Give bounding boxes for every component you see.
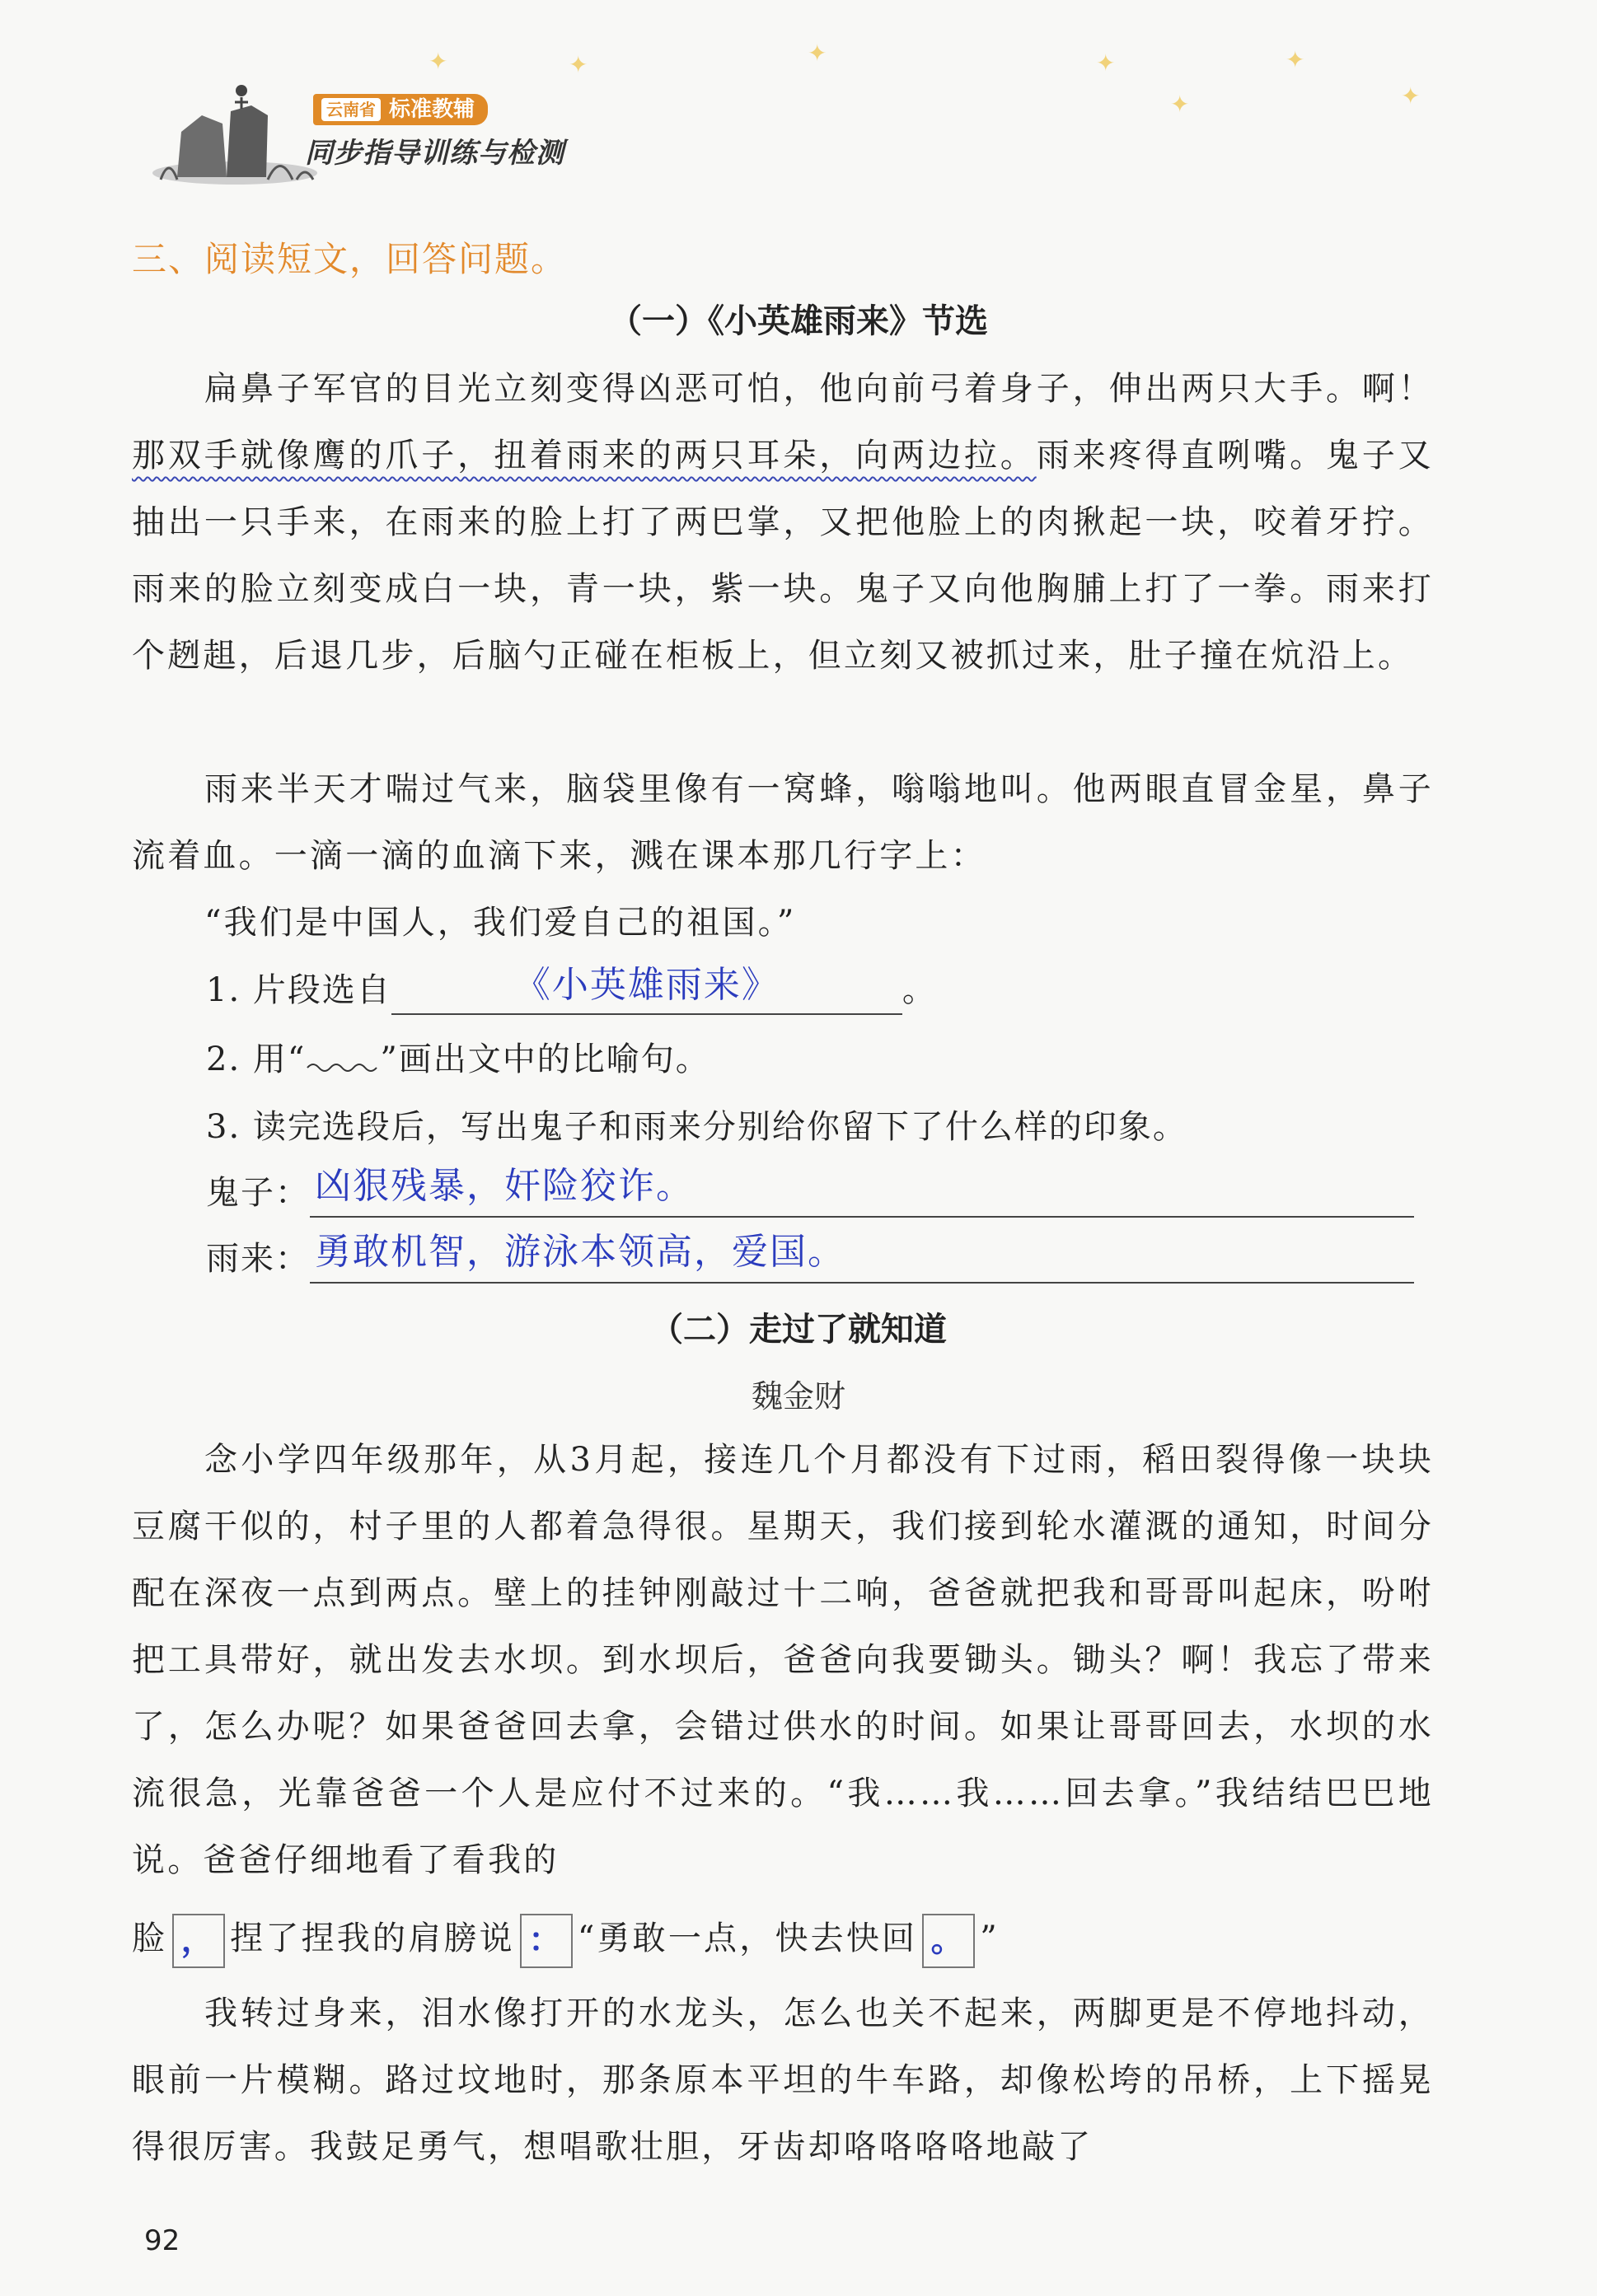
answer-1: 《小英雄雨来》 (513, 964, 780, 1006)
question-3: 3. 读完选段后，写出鬼子和雨来分别给你留下了什么样的印象。 (206, 1108, 1187, 1146)
star-icon: ✦ (569, 51, 588, 78)
star-icon: ✦ (1401, 82, 1421, 110)
star-icon: ✦ (1286, 46, 1305, 73)
passage1-text-b: 雨来疼得直咧嘴。鬼子又抽出一只手来，在雨来的脸上打了两巴掌，又把他脸上的肉揪起一块，咬着牙拧。雨来的脸立刻变成白一块，青一块，紫一块。鬼子又向他胸脯上打了一拳。雨来打个趔趄，后退几步，后脑勺正碰在柜板上，但立刻又被抓过来，肚子撞在炕沿上。 (132, 437, 1435, 675)
star-icon: ✦ (1170, 91, 1190, 118)
answer-guizi-row (206, 1165, 1414, 1218)
book-subtitle: 同步指导训练与检测 (305, 137, 564, 170)
yulai-answer-line[interactable] (310, 1231, 1414, 1284)
section-title: 三、阅读短文，回答问题。 (132, 239, 568, 279)
answer-yulai-row (206, 1231, 1414, 1284)
guizi-label: 鬼子： (206, 1174, 310, 1212)
punctuation-box-1[interactable]: ， (172, 1914, 225, 1968)
star-icon: ✦ (1096, 49, 1116, 77)
passage1-paragraph1 (132, 356, 1434, 690)
guizi-answer: 凶狠残暴，奸险狡诈。 (315, 1165, 694, 1207)
simile-sentence: 那双手就像鹰的爪子，扭着雨来的两只耳朵，向两边拉。 (132, 437, 1037, 475)
passage1-text-a: 扁鼻子军官的目光立刻变得凶恶可怕，他向前弓着身子，伸出两只大手。啊！ (204, 370, 1434, 408)
passage2-author: 魏金财 (751, 1378, 845, 1415)
wavy-line-icon (306, 1050, 380, 1074)
line-end: ” (980, 1920, 1000, 1957)
question-1-prefix: 1. 片段选自 (206, 971, 391, 1009)
brand-tag: 云南省 (321, 98, 381, 121)
yulai-label: 雨来： (206, 1240, 310, 1278)
question-2-prefix: 2. 用“ (206, 1040, 307, 1078)
passage2-paragraph2: 我转过身来，泪水像打开的水龙头，怎么也关不起来，两脚更是不停地抖动，眼前一片模糊。路过坟地时，那条原本平坦的牛车路，却像松垮的吊桥，上下摇晃得很厉害。我鼓足勇气，想唱歌壮胆，牙齿却咯咯咯咯地敲了 (132, 1994, 1434, 2166)
line-mid-1: 捏了捏我的肩膀说 (230, 1920, 515, 1957)
punctuation-box-2[interactable]: ： (520, 1914, 573, 1968)
star-icon: ✦ (808, 40, 827, 67)
punctuation-box-3[interactable]: 。 (922, 1914, 975, 1968)
question-1-suffix: 。 (902, 971, 937, 1009)
guizi-answer-line[interactable] (310, 1165, 1414, 1218)
question-2 (206, 1035, 710, 1084)
passage2-paragraph1: 念小学四年级那年，从3月起，接连几个月都没有下过雨，稻田裂得像一块块豆腐干似的，村子里的人都着急得很。星期天，我们接到轮水灌溉的通知，时间分配在深夜一点到两点。壁上的挂钟刚敲过十二响，爸爸就把我和哥哥叫起床，吩咐把工具带好，就出发去水坝。到水坝后，爸爸向我要锄头。锄头？啊！我忘了带来了，怎么办呢？如果爸爸回去拿，会错过供水的时间。如果让哥哥回去，水坝的水流很急，光靠爸爸一个人是应付不过来的。“我……我……回去拿。”我结结巴巴地说。爸爸仔细地看了看我的 (132, 1441, 1434, 1879)
question-2-suffix: ”画出文中的比喻句。 (380, 1040, 710, 1078)
page-number: 92 (144, 2224, 180, 2257)
passage1-paragraph3: “我们是中国人，我们爱自己的祖国。” (204, 904, 797, 942)
header-illustration (144, 33, 325, 189)
line-mid-2: “勇敢一点，快去快回 (577, 1920, 918, 1957)
passage1-title: （一）《小英雄雨来》节选 (609, 302, 988, 340)
star-icon: ✦ (429, 48, 448, 75)
passage1-paragraph2: 雨来半天才喘过气来，脑袋里像有一窝蜂，嗡嗡地叫。他两眼直冒金星，鼻子流着血。一滴一滴的血滴下来，溅在课本那几行字上： (132, 770, 1434, 875)
brand-title: 标准教辅 (389, 97, 475, 122)
passage2-title: （二）走过了就知道 (650, 1311, 947, 1349)
question-1 (206, 966, 937, 1015)
header (144, 33, 606, 189)
answer-blank-1[interactable] (391, 966, 902, 1015)
yulai-answer: 勇敢机智，游泳本领高，爱国。 (315, 1231, 845, 1273)
line-start: 脸 (132, 1920, 168, 1957)
brand-badge (313, 94, 488, 125)
punctuation-line (132, 1903, 1434, 1974)
